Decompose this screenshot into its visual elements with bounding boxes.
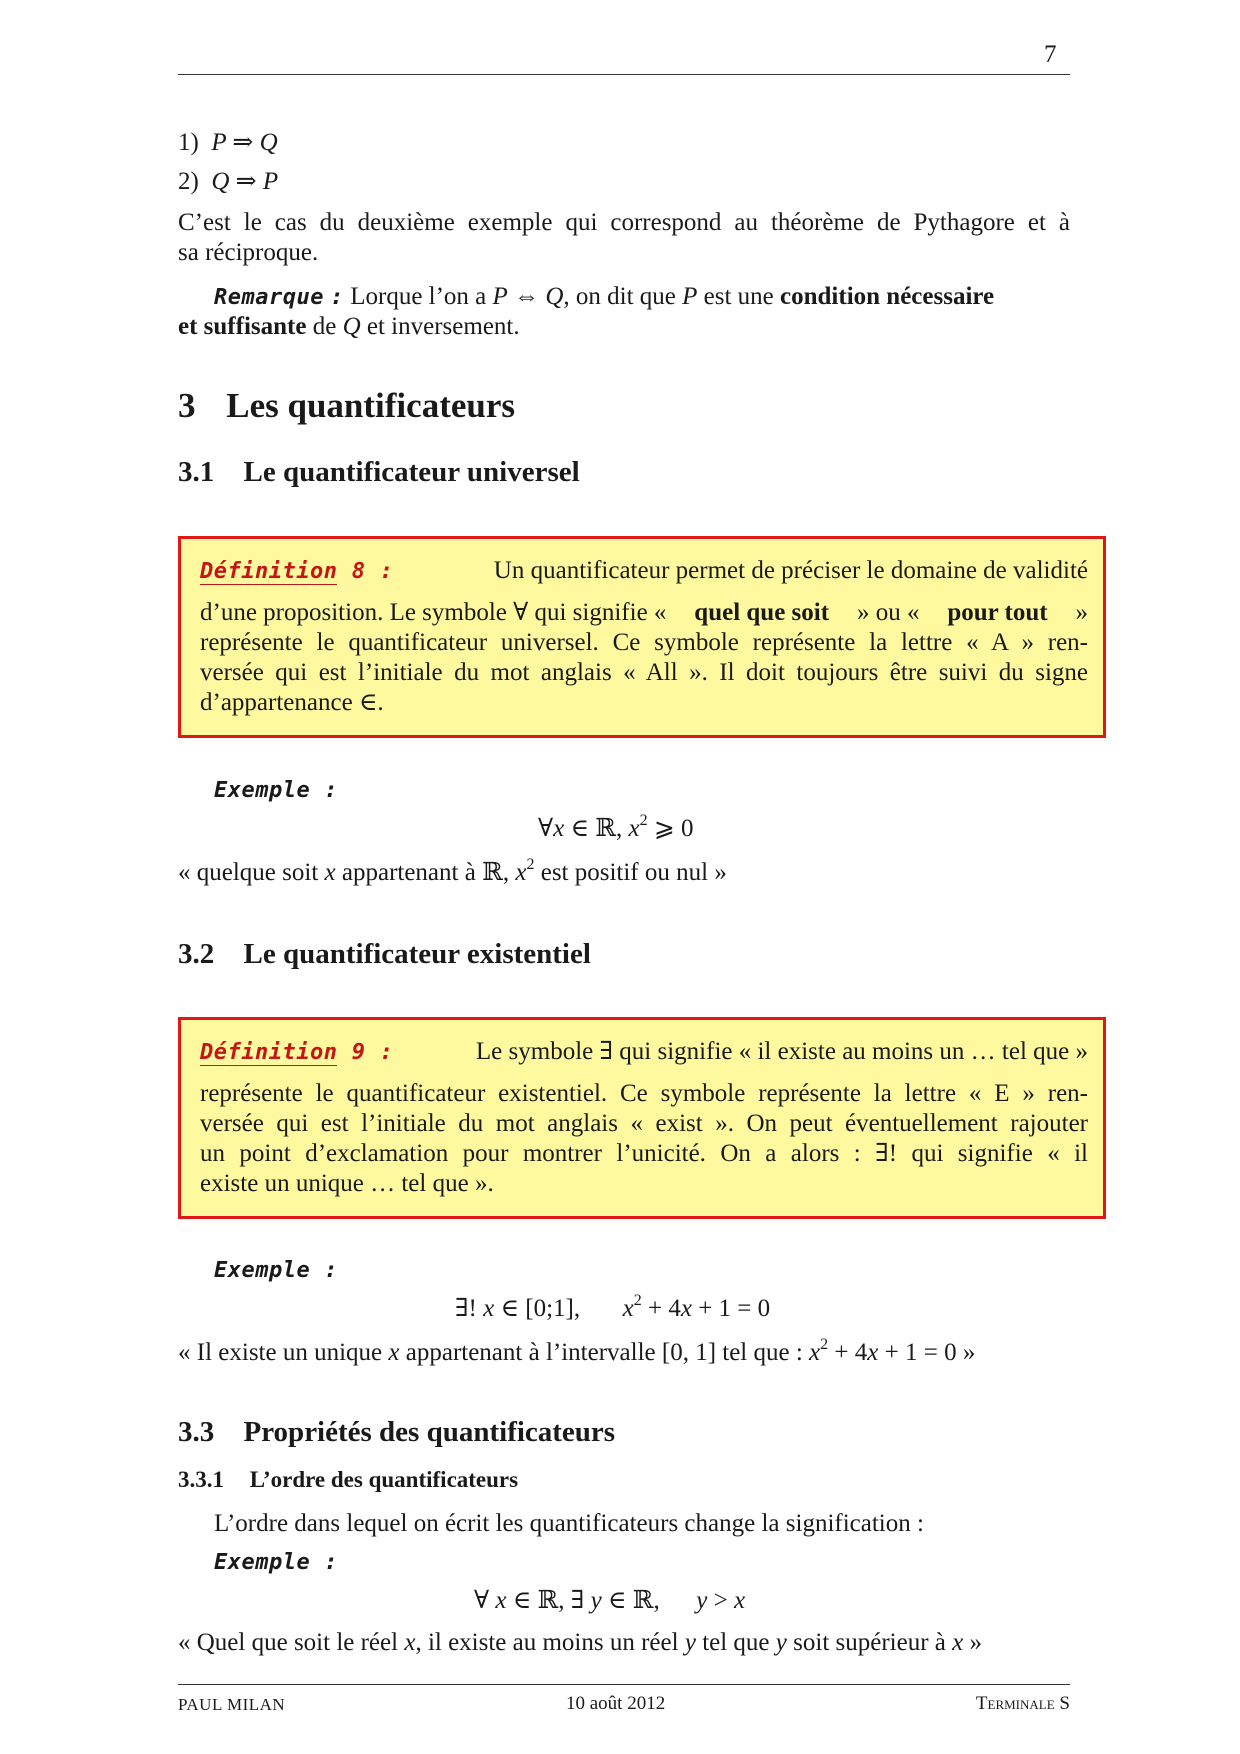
remark-text: , on dit que [563, 283, 683, 310]
remark-bold: et suffisante [178, 313, 307, 340]
math-op: ∈ [0;1], [494, 1295, 581, 1322]
example-formula [455, 1294, 770, 1324]
math-var: P [492, 283, 508, 310]
example-text: appartenant à l’intervalle [0, 1] tel que : [399, 1339, 810, 1366]
definition-line: existe un unique … tel que ». [200, 1170, 494, 1197]
math-exponent: 2 [820, 1336, 829, 1353]
footer-class: Terminale S [975, 1693, 1070, 1714]
subsection-number: 3.1 [178, 456, 215, 488]
example-text: est positif ou nul » [534, 859, 727, 886]
subsection-title: Propriétés des quantificateurs [243, 1416, 616, 1448]
example-colon: : [324, 1550, 338, 1575]
example-text: « Quel que soit le réel [178, 1629, 405, 1656]
footer-author: PAUL MILAN [178, 1695, 286, 1714]
subsection-number: 3.2 [178, 938, 215, 970]
definition-line: d’appartenance ∈. [200, 689, 384, 716]
example-colon: : [324, 1258, 338, 1283]
definition-label: Définition [200, 1040, 338, 1065]
math-var: x [324, 859, 336, 886]
subsubsection-title: L’ordre des quantificateurs [249, 1467, 519, 1492]
math-var: Q [545, 283, 564, 310]
remark-text: de [306, 313, 343, 340]
math-op: + 4 [641, 1295, 681, 1322]
example-formula [538, 814, 694, 844]
header-rule [178, 74, 1070, 75]
math-var: x [515, 859, 527, 886]
definition-label: Définition [200, 559, 338, 584]
remark-bold: condition nécessaire [780, 283, 995, 310]
math-var: x [622, 1295, 634, 1322]
page-number: 7 [1044, 41, 1057, 68]
definition-text: Un quantificateur permet de préciser le domaine de validité [493, 557, 1088, 584]
example-colon: : [324, 778, 338, 803]
definition-line: représente le quantificateur existentiel. Ce symbole représente la lettre « E » ren- [200, 1080, 1088, 1107]
example-label [214, 1258, 338, 1283]
math-var: x [680, 1295, 692, 1322]
list-expression: P ⇒ Q [211, 129, 278, 156]
math-exponent: 2 [526, 856, 535, 873]
subsection-title: Le quantificateur universel [243, 456, 580, 488]
math-var: y [684, 1629, 696, 1656]
definition-number: 8 [351, 559, 366, 584]
remark-colon: : [330, 285, 344, 310]
subsection-heading [178, 1416, 615, 1449]
math-var: x [867, 1339, 879, 1366]
remark-text: et inversement. [360, 313, 520, 340]
example-explanation [178, 1338, 975, 1368]
example-text: , il existe au moins un réel [415, 1629, 685, 1656]
math-var: x [388, 1339, 400, 1366]
section-heading [178, 386, 515, 426]
math-var: Q [342, 313, 361, 340]
list-expression: Q ⇒ P [211, 168, 279, 195]
definition-line: versée qui est l’initiale du mot anglais « exist ». On peut éventuellement rajouter [200, 1110, 1088, 1137]
footer-date: 10 août 2012 [566, 1693, 666, 1714]
remark-label: Remarque [214, 285, 324, 310]
definition-text: d’une proposition. Le symbole ∀ qui signifie « [200, 599, 667, 626]
math-var: x [628, 815, 640, 842]
example-text: » [963, 1629, 982, 1656]
math-var: x [483, 1295, 495, 1322]
definition-line [200, 1037, 1088, 1068]
math-var: x [553, 815, 565, 842]
definition-number: 9 [351, 1040, 366, 1065]
math-var: x [733, 1587, 746, 1614]
math-op: ∈ ℝ, [564, 815, 629, 842]
example-text: « quelque soit [178, 859, 325, 886]
example-text: soit supérieur à [786, 1629, 953, 1656]
math-var: x [952, 1629, 964, 1656]
list-number: 2) [178, 168, 199, 195]
subsection-heading [178, 456, 580, 489]
subsection-title: Le quantificateur existentiel [243, 938, 591, 970]
section-number: 3 [178, 386, 196, 425]
math-var: y [696, 1587, 708, 1614]
example-word: Exemple [214, 778, 311, 803]
definition-bold: pour tout [947, 599, 1048, 626]
definition-text: Le symbole ∃ qui signifie « il existe au moins un … tel que » [475, 1038, 1088, 1065]
definition-line: représente le quantificateur universel. Ce symbole représente la lettre « A » ren- [200, 629, 1088, 656]
definition-text: » [1075, 599, 1088, 626]
math-op: ⇔ [507, 283, 546, 310]
definition-box [178, 1017, 1106, 1219]
example-label [214, 778, 338, 803]
intro-line: sa réciproque. [178, 239, 319, 266]
example-text: + 4 [828, 1339, 868, 1366]
remark-paragraph [214, 282, 1070, 313]
math-op: ∈ ℝ, [601, 1587, 660, 1614]
example-text: + 1 = 0 » [878, 1339, 976, 1366]
remark-text: Lorque l’on a [350, 283, 493, 310]
math-var: y [590, 1587, 602, 1614]
definition-line: un point d’exclamation pour montrer l’unicité. On a alors : ∃! qui signifie « il [200, 1140, 1088, 1167]
example-formula [474, 1586, 745, 1616]
math-var: y [775, 1629, 787, 1656]
math-op: ∃! [455, 1295, 484, 1322]
math-op: ∀ [474, 1587, 496, 1614]
intro-line: C’est le cas du deuxième exemple qui correspond au théorème de Pythagore et à [178, 209, 1070, 236]
section-title: Les quantificateurs [226, 386, 515, 425]
example-text: tel que [695, 1629, 776, 1656]
math-var: x [404, 1629, 416, 1656]
math-var: P [682, 283, 698, 310]
definition-line: versée qui est l’initiale du mot anglais « All ». Il doit toujours être suivi du signe [200, 659, 1088, 686]
subsection-number: 3.3 [178, 1416, 215, 1448]
example-text: appartenant à ℝ, [335, 859, 516, 886]
math-var: x [495, 1587, 507, 1614]
math-op: ∀ [538, 815, 554, 842]
list-number: 1) [178, 129, 199, 156]
math-op: + 1 = 0 [691, 1295, 771, 1322]
definition-line [200, 598, 1088, 628]
definition-colon: : [379, 559, 394, 584]
remark-paragraph-continued [178, 312, 520, 342]
example-word: Exemple [214, 1550, 311, 1575]
math-var: x [809, 1339, 821, 1366]
math-op: > [707, 1587, 734, 1614]
order-paragraph: L’ordre dans lequel on écrit les quantificateurs change la signification : [214, 1510, 924, 1537]
example-label [214, 1550, 338, 1575]
math-exponent: 2 [639, 812, 648, 829]
remark-text: est une [697, 283, 781, 310]
footer-rule [178, 1684, 1070, 1685]
subsubsection-number: 3.3.1 [178, 1467, 224, 1492]
example-explanation [178, 858, 727, 888]
math-exponent: 2 [633, 1292, 642, 1309]
definition-text: » ou « [856, 599, 920, 626]
definition-bold: quel que soit [694, 599, 830, 626]
definition-box [178, 536, 1106, 738]
math-op: ∈ ℝ, ∃ [506, 1587, 591, 1614]
list-item [178, 167, 278, 197]
example-explanation [178, 1628, 982, 1658]
example-word: Exemple [214, 1258, 311, 1283]
list-item [178, 128, 278, 158]
definition-colon: : [379, 1040, 394, 1065]
math-op: ⩾ 0 [647, 815, 694, 842]
definition-line [200, 556, 1088, 587]
subsubsection-heading [178, 1467, 518, 1493]
subsection-heading [178, 938, 591, 971]
example-text: « Il existe un unique [178, 1339, 389, 1366]
